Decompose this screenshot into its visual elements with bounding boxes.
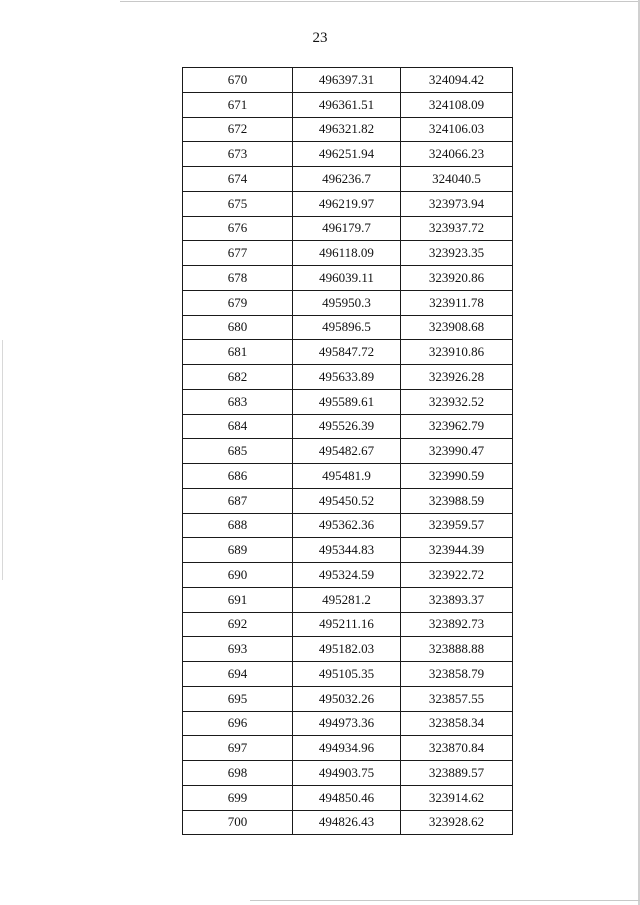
y-coordinate-cell: 323914.62 bbox=[401, 785, 513, 810]
point-number-cell: 692 bbox=[183, 612, 293, 637]
table-row bbox=[183, 167, 513, 192]
y-coordinate-cell: 323928.62 bbox=[401, 810, 513, 835]
table-row bbox=[183, 414, 513, 439]
point-number-cell: 670 bbox=[183, 68, 293, 93]
x-coordinate-cell: 496361.51 bbox=[293, 92, 401, 117]
y-coordinate-cell: 323920.86 bbox=[401, 266, 513, 291]
y-coordinate-cell: 323988.59 bbox=[401, 488, 513, 513]
table-row bbox=[183, 488, 513, 513]
table-row bbox=[183, 241, 513, 266]
y-coordinate-cell: 324106.03 bbox=[401, 117, 513, 142]
y-coordinate-cell: 324094.42 bbox=[401, 68, 513, 93]
table-row bbox=[183, 191, 513, 216]
y-coordinate-cell: 323893.37 bbox=[401, 587, 513, 612]
left-scan-mark bbox=[2, 340, 3, 580]
y-coordinate-cell: 323932.52 bbox=[401, 389, 513, 414]
x-coordinate-cell: 495847.72 bbox=[293, 340, 401, 365]
point-number-cell: 687 bbox=[183, 488, 293, 513]
y-coordinate-cell: 323858.79 bbox=[401, 662, 513, 687]
point-number-cell: 682 bbox=[183, 365, 293, 390]
y-coordinate-cell: 324066.23 bbox=[401, 142, 513, 167]
point-number-cell: 697 bbox=[183, 736, 293, 761]
x-coordinate-cell: 495481.9 bbox=[293, 464, 401, 489]
y-coordinate-cell: 323858.34 bbox=[401, 711, 513, 736]
point-number-cell: 672 bbox=[183, 117, 293, 142]
x-coordinate-cell: 496397.31 bbox=[293, 68, 401, 93]
table-row bbox=[183, 587, 513, 612]
table-row bbox=[183, 637, 513, 662]
point-number-cell: 671 bbox=[183, 92, 293, 117]
table-row bbox=[183, 266, 513, 291]
table-row bbox=[183, 142, 513, 167]
table-row bbox=[183, 711, 513, 736]
point-number-cell: 693 bbox=[183, 637, 293, 662]
y-coordinate-cell: 323889.57 bbox=[401, 761, 513, 786]
x-coordinate-cell: 495281.2 bbox=[293, 587, 401, 612]
x-coordinate-cell: 496118.09 bbox=[293, 241, 401, 266]
point-number-cell: 681 bbox=[183, 340, 293, 365]
point-number-cell: 683 bbox=[183, 389, 293, 414]
x-coordinate-cell: 495344.83 bbox=[293, 538, 401, 563]
point-number-cell: 675 bbox=[183, 191, 293, 216]
x-coordinate-cell: 495105.35 bbox=[293, 662, 401, 687]
y-coordinate-cell: 323990.59 bbox=[401, 464, 513, 489]
y-coordinate-cell: 323910.86 bbox=[401, 340, 513, 365]
table-row bbox=[183, 563, 513, 588]
x-coordinate-cell: 495211.16 bbox=[293, 612, 401, 637]
y-coordinate-cell: 323923.35 bbox=[401, 241, 513, 266]
table-row bbox=[183, 736, 513, 761]
y-coordinate-cell: 323870.84 bbox=[401, 736, 513, 761]
y-coordinate-cell: 323959.57 bbox=[401, 513, 513, 538]
table-row bbox=[183, 662, 513, 687]
table-row bbox=[183, 761, 513, 786]
point-number-cell: 694 bbox=[183, 662, 293, 687]
y-coordinate-cell: 323973.94 bbox=[401, 191, 513, 216]
table-row bbox=[183, 389, 513, 414]
x-coordinate-cell: 494973.36 bbox=[293, 711, 401, 736]
x-coordinate-cell: 495589.61 bbox=[293, 389, 401, 414]
point-number-cell: 689 bbox=[183, 538, 293, 563]
x-coordinate-cell: 496321.82 bbox=[293, 117, 401, 142]
x-coordinate-cell: 496219.97 bbox=[293, 191, 401, 216]
x-coordinate-cell: 494934.96 bbox=[293, 736, 401, 761]
point-number-cell: 678 bbox=[183, 266, 293, 291]
y-coordinate-cell: 323937.72 bbox=[401, 216, 513, 241]
bottom-scan-edge bbox=[250, 900, 640, 901]
top-scan-edge bbox=[120, 1, 640, 2]
table-row bbox=[183, 513, 513, 538]
table-row bbox=[183, 439, 513, 464]
point-number-cell: 673 bbox=[183, 142, 293, 167]
x-coordinate-cell: 495362.36 bbox=[293, 513, 401, 538]
table-row bbox=[183, 117, 513, 142]
page-number: 23 bbox=[312, 30, 328, 46]
x-coordinate-cell: 495032.26 bbox=[293, 686, 401, 711]
table-row bbox=[183, 68, 513, 93]
point-number-cell: 700 bbox=[183, 810, 293, 835]
table-row bbox=[183, 810, 513, 835]
y-coordinate-cell: 323911.78 bbox=[401, 290, 513, 315]
x-coordinate-cell: 496236.7 bbox=[293, 167, 401, 192]
point-number-cell: 684 bbox=[183, 414, 293, 439]
table-row bbox=[183, 290, 513, 315]
y-coordinate-cell: 323857.55 bbox=[401, 686, 513, 711]
x-coordinate-cell: 495526.39 bbox=[293, 414, 401, 439]
y-coordinate-cell: 323926.28 bbox=[401, 365, 513, 390]
table-row bbox=[183, 216, 513, 241]
x-coordinate-cell: 496251.94 bbox=[293, 142, 401, 167]
x-coordinate-cell: 495896.5 bbox=[293, 315, 401, 340]
coordinates-table bbox=[182, 67, 513, 835]
y-coordinate-cell: 323990.47 bbox=[401, 439, 513, 464]
table-row bbox=[183, 92, 513, 117]
x-coordinate-cell: 495450.52 bbox=[293, 488, 401, 513]
y-coordinate-cell: 323908.68 bbox=[401, 315, 513, 340]
point-number-cell: 676 bbox=[183, 216, 293, 241]
point-number-cell: 674 bbox=[183, 167, 293, 192]
x-coordinate-cell: 495482.67 bbox=[293, 439, 401, 464]
point-number-cell: 685 bbox=[183, 439, 293, 464]
table-row bbox=[183, 538, 513, 563]
x-coordinate-cell: 495182.03 bbox=[293, 637, 401, 662]
table-row bbox=[183, 464, 513, 489]
point-number-cell: 680 bbox=[183, 315, 293, 340]
x-coordinate-cell: 496179.7 bbox=[293, 216, 401, 241]
x-coordinate-cell: 495633.89 bbox=[293, 365, 401, 390]
x-coordinate-cell: 495950.3 bbox=[293, 290, 401, 315]
point-number-cell: 679 bbox=[183, 290, 293, 315]
point-number-cell: 696 bbox=[183, 711, 293, 736]
point-number-cell: 686 bbox=[183, 464, 293, 489]
coordinates-table-body bbox=[183, 68, 513, 835]
table-row bbox=[183, 686, 513, 711]
x-coordinate-cell: 494903.75 bbox=[293, 761, 401, 786]
x-coordinate-cell: 494826.43 bbox=[293, 810, 401, 835]
y-coordinate-cell: 323962.79 bbox=[401, 414, 513, 439]
y-coordinate-cell: 324040.5 bbox=[401, 167, 513, 192]
table-row bbox=[183, 340, 513, 365]
point-number-cell: 698 bbox=[183, 761, 293, 786]
y-coordinate-cell: 323944.39 bbox=[401, 538, 513, 563]
x-coordinate-cell: 495324.59 bbox=[293, 563, 401, 588]
point-number-cell: 688 bbox=[183, 513, 293, 538]
y-coordinate-cell: 324108.09 bbox=[401, 92, 513, 117]
point-number-cell: 695 bbox=[183, 686, 293, 711]
point-number-cell: 699 bbox=[183, 785, 293, 810]
x-coordinate-cell: 494850.46 bbox=[293, 785, 401, 810]
y-coordinate-cell: 323892.73 bbox=[401, 612, 513, 637]
table-row bbox=[183, 315, 513, 340]
point-number-cell: 691 bbox=[183, 587, 293, 612]
table-row bbox=[183, 365, 513, 390]
y-coordinate-cell: 323888.88 bbox=[401, 637, 513, 662]
table-row bbox=[183, 612, 513, 637]
y-coordinate-cell: 323922.72 bbox=[401, 563, 513, 588]
point-number-cell: 677 bbox=[183, 241, 293, 266]
table-row bbox=[183, 785, 513, 810]
x-coordinate-cell: 496039.11 bbox=[293, 266, 401, 291]
point-number-cell: 690 bbox=[183, 563, 293, 588]
